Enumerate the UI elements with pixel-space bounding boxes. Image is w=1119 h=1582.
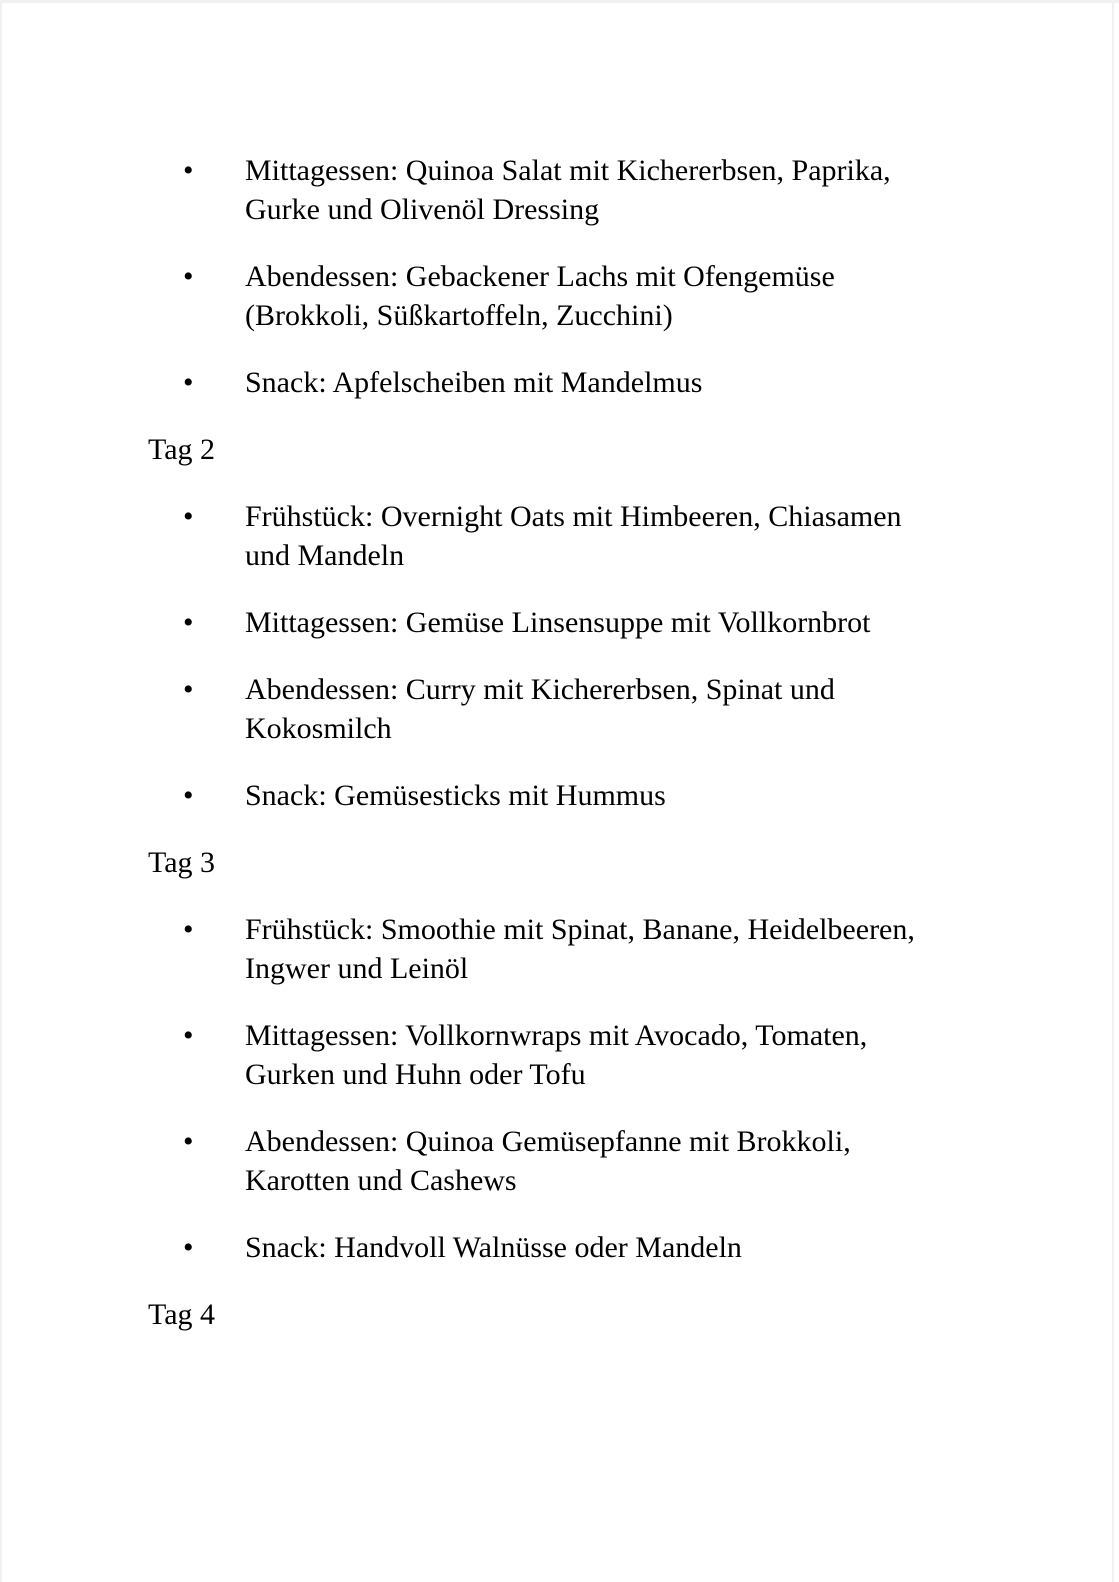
- list-item-line: Ingwer und Leinöl: [245, 952, 469, 985]
- list-item: [148, 1122, 1008, 1200]
- list-item-text: [245, 257, 1008, 335]
- bullet-icon: •: [183, 260, 194, 293]
- list-item-line: Kokosmilch: [245, 712, 392, 745]
- bullet-icon: •: [183, 1231, 194, 1264]
- list-item-line: und Mandeln: [245, 539, 405, 572]
- bullet-icon: •: [183, 1125, 194, 1158]
- list-item-line: Gurke und Olivenöl Dressing: [245, 193, 600, 226]
- list-item-line: Snack: Gemüsesticks mit Hummus: [245, 779, 666, 812]
- list-item: [148, 1016, 1008, 1094]
- list-item-line: Mittagessen: Vollkornwraps mit Avocado, Tomaten,: [245, 1019, 868, 1052]
- bullet-icon: •: [183, 913, 194, 946]
- list-item-text: [245, 670, 1008, 748]
- list-item-line: (Brokkoli, Süßkartoffeln, Zucchini): [245, 299, 673, 332]
- document-page: [2, 3, 1112, 1582]
- meal-list-day1: [148, 151, 1008, 402]
- list-item-line: Frühstück: Overnight Oats mit Himbeeren, Chiasamen: [245, 500, 902, 533]
- list-item: [148, 151, 1008, 229]
- list-item-text: [245, 1016, 1008, 1094]
- list-item-line: Karotten und Cashews: [245, 1164, 517, 1197]
- list-item: [148, 910, 1008, 988]
- list-item-text: [245, 776, 1008, 815]
- list-item-text: [245, 1122, 1008, 1200]
- meal-plan-document: [148, 151, 1008, 1362]
- list-item: [148, 363, 1008, 402]
- list-item-text: [245, 363, 1008, 402]
- bullet-icon: •: [183, 606, 194, 639]
- bullet-icon: •: [183, 673, 194, 706]
- day-heading-tag2: Tag 2: [148, 433, 216, 466]
- page-left-edge: [0, 3, 2, 1582]
- list-item-line: Mittagessen: Gemüse Linsensuppe mit Vollkornbrot: [245, 606, 871, 639]
- day-heading-tag4: Tag 4: [148, 1298, 216, 1331]
- bullet-icon: •: [183, 1019, 194, 1052]
- list-item-text: [245, 497, 1008, 575]
- list-item-text: [245, 1228, 1008, 1267]
- list-item-line: Snack: Handvoll Walnüsse oder Mandeln: [245, 1231, 742, 1264]
- bullet-icon: •: [183, 500, 194, 533]
- bullet-icon: •: [183, 366, 194, 399]
- list-item-line: Abendessen: Quinoa Gemüsepfanne mit Brokkoli,: [245, 1125, 851, 1158]
- page-right-edge: [1112, 3, 1114, 1582]
- list-item-line: Frühstück: Smoothie mit Spinat, Banane, Heidelbeeren,: [245, 913, 915, 946]
- list-item-line: Mittagessen: Quinoa Salat mit Kichererbsen, Paprika,: [245, 154, 891, 187]
- list-item-line: Abendessen: Gebackener Lachs mit Ofengemüse: [245, 260, 835, 293]
- list-item: [148, 603, 1008, 642]
- meal-list-day2: [148, 497, 1008, 815]
- list-item: [148, 670, 1008, 748]
- list-item: [148, 776, 1008, 815]
- list-item: [148, 497, 1008, 575]
- list-item: [148, 1228, 1008, 1267]
- list-item-text: [245, 603, 1008, 642]
- bullet-icon: •: [183, 779, 194, 812]
- list-item-line: Abendessen: Curry mit Kichererbsen, Spinat und: [245, 673, 835, 706]
- meal-list-day3: [148, 910, 1008, 1267]
- list-item-line: Snack: Apfelscheiben mit Mandelmus: [245, 366, 703, 399]
- list-item: [148, 257, 1008, 335]
- bullet-icon: •: [183, 154, 194, 187]
- list-item-text: [245, 151, 1008, 229]
- day-heading-tag3: Tag 3: [148, 846, 216, 879]
- list-item-text: [245, 910, 1008, 988]
- list-item-line: Gurken und Huhn oder Tofu: [245, 1058, 586, 1091]
